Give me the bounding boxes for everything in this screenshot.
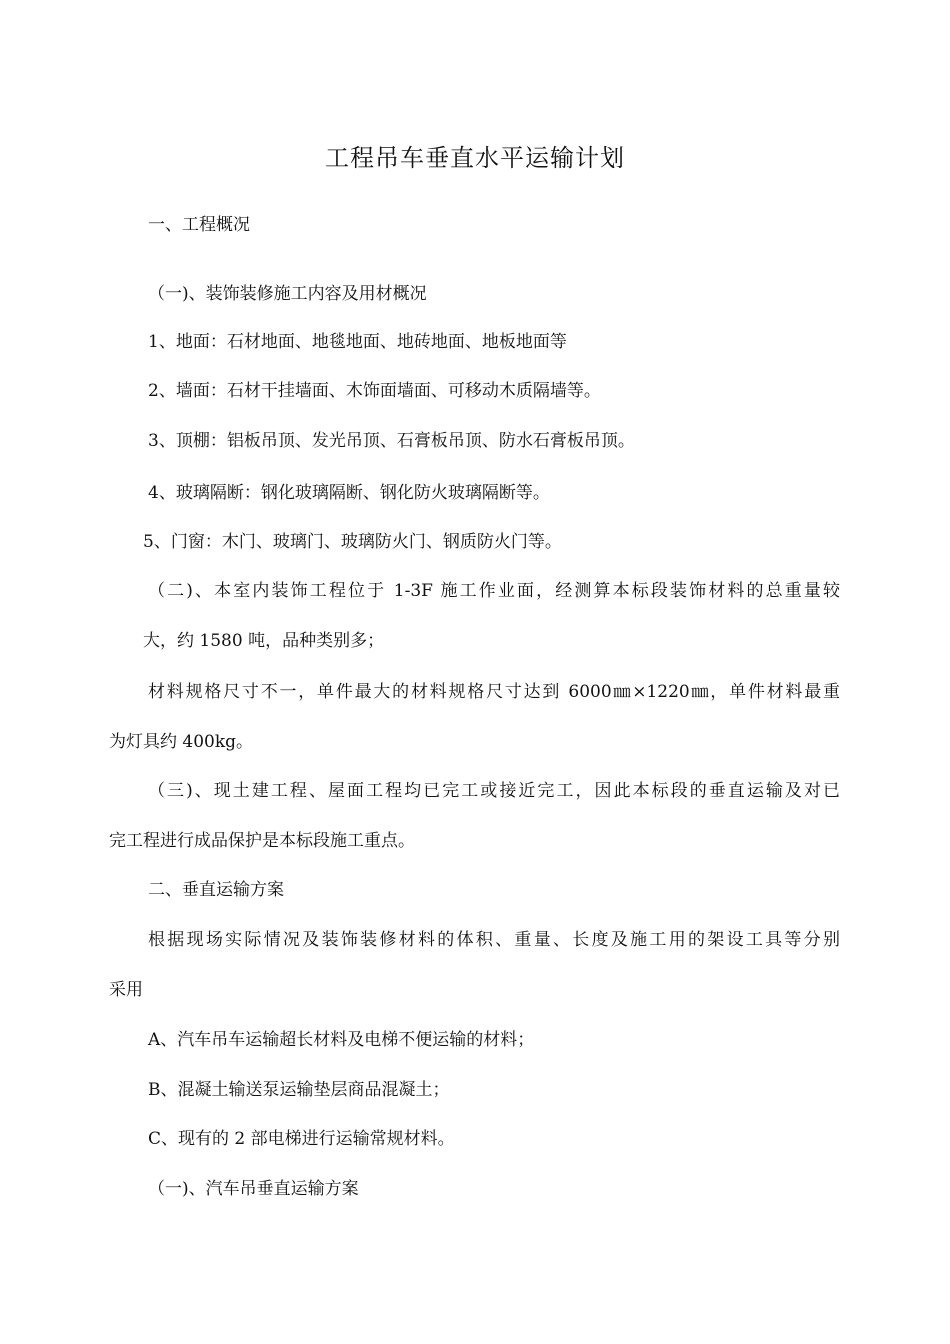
- paragraph-line: 完工程进行成品保护是本标段施工重点。: [109, 831, 415, 851]
- list-item: A、汽车吊车运输超长材料及电梯不便运输的材料；: [148, 1030, 535, 1050]
- paragraph-line: 根据现场实际情况及装饰装修材料的体积、重量、长度及施工用的架设工具等分别: [148, 930, 840, 950]
- paragraph-line: （二)、本室内装饰工程位于 1-3F 施工作业面，经测算本标段装饰材料的总重量较: [148, 581, 840, 601]
- paragraph-line: （三)、现土建工程、屋面工程均已完工或接近完工，因此本标段的垂直运输及对已: [148, 781, 840, 801]
- subsection-heading: （一)、汽车吊垂直运输方案: [148, 1179, 359, 1199]
- list-item: 1、地面：石材地面、地毯地面、地砖地面、地板地面等: [148, 332, 567, 352]
- list-item: 2、墙面：石材干挂墙面、木饰面墙面、可移动木质隔墙等。: [148, 381, 601, 401]
- list-item: C、现有的 2 部电梯进行运输常规材料。: [148, 1129, 455, 1149]
- paragraph-line: 为灯具约 400kg。: [109, 732, 254, 752]
- section-heading: 一、工程概况: [148, 215, 250, 235]
- paragraph-line: 大，约 1580 吨，品种类别多；: [143, 631, 385, 651]
- paragraph-line: 采用: [109, 980, 143, 1000]
- list-item: 4、玻璃隔断：钢化玻璃隔断、钢化防火玻璃隔断等。: [148, 483, 550, 503]
- list-item: 3、顶棚：铝板吊顶、发光吊顶、石膏板吊顶、防水石膏板吊顶。: [148, 431, 635, 451]
- section-heading: 二、垂直运输方案: [148, 880, 284, 900]
- subsection-heading: （一)、装饰装修施工内容及用材概况: [148, 284, 427, 304]
- paragraph-line: 材料规格尺寸不一，单件最大的材料规格尺寸达到 6000㎜×1220㎜，单件材料最重: [148, 682, 840, 702]
- document-title: 工程吊车垂直水平运输计划: [325, 144, 625, 172]
- list-item: B、混凝土输送泵运输垫层商品混凝土；: [148, 1080, 450, 1100]
- list-item: 5、门窗：木门、玻璃门、玻璃防火门、钢质防火门等。: [143, 532, 562, 552]
